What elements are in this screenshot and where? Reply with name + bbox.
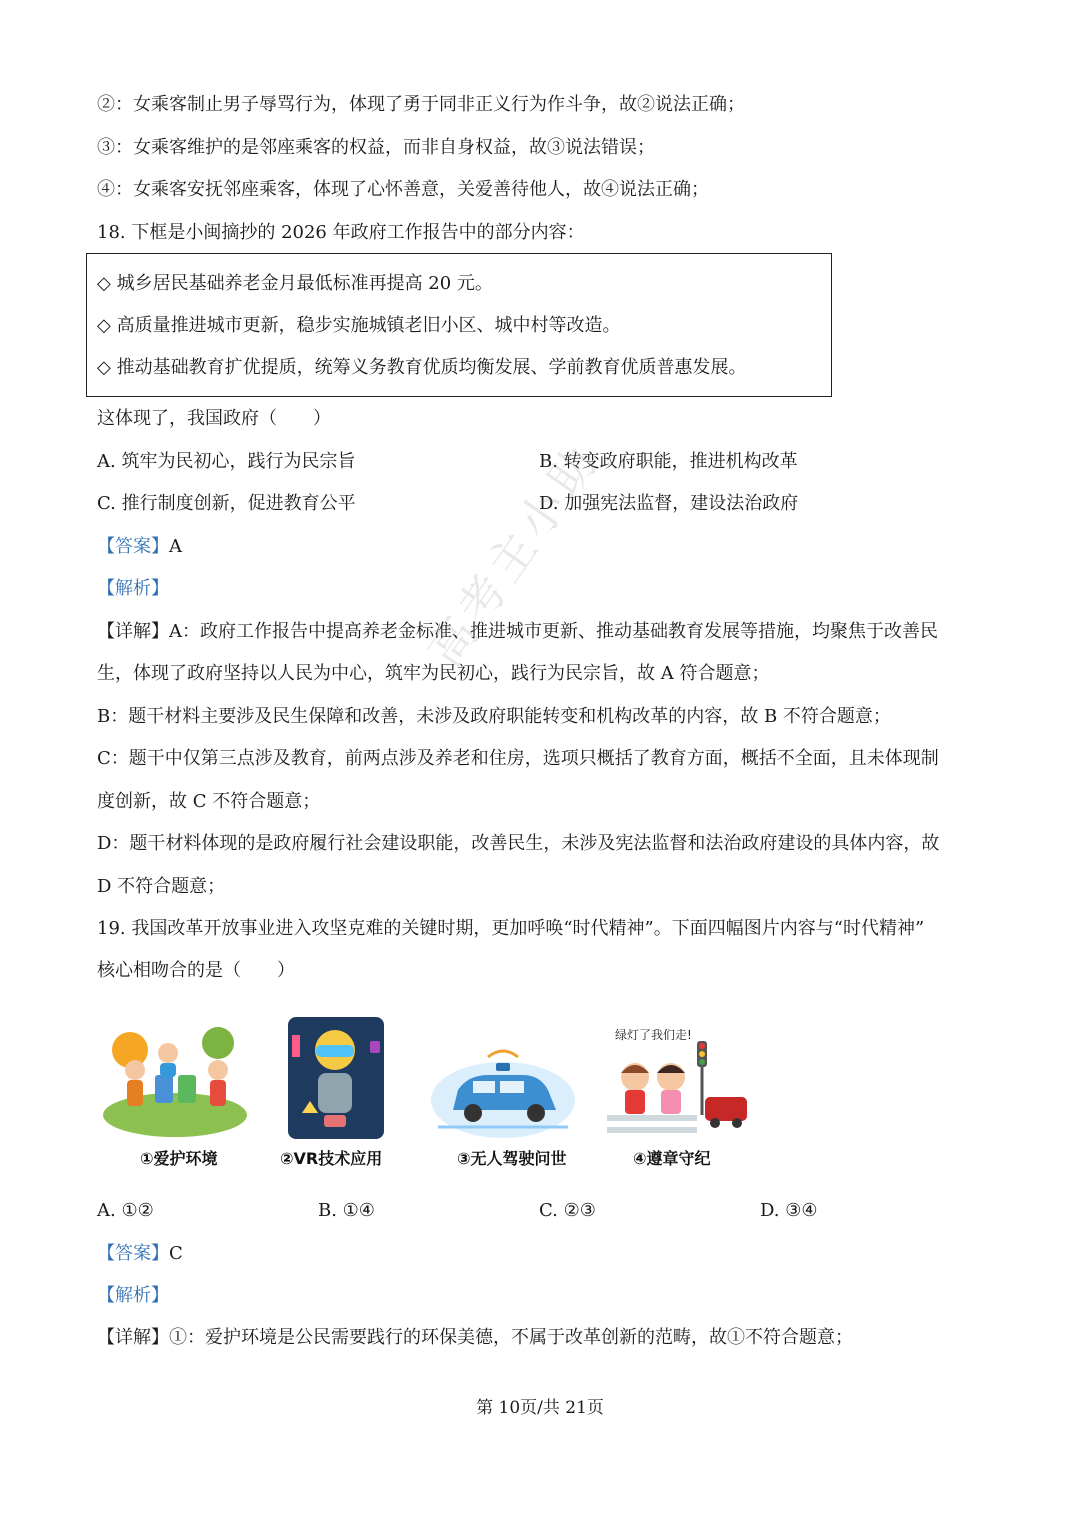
option-b: B. 转变政府职能，推进机构改革 bbox=[539, 451, 798, 472]
detail-line bbox=[97, 621, 938, 643]
question-19-stem: 核心相吻合的是（ ） bbox=[97, 960, 295, 981]
detail-label: 【详解】 bbox=[97, 621, 169, 642]
speech-text: 绿灯了我们走! bbox=[615, 1028, 692, 1042]
option-d: D. 加强宪法监督，建设法治政府 bbox=[539, 493, 799, 514]
excerpt-item: ◇ 城乡居民基础养老金月最低标准再提高 20 元。 bbox=[97, 273, 493, 294]
detail-line: 度创新，故 C 不符合题意； bbox=[97, 791, 321, 812]
answer-value: A bbox=[169, 536, 182, 557]
analysis-label: 【解析】 bbox=[97, 1285, 169, 1306]
traffic-rules-illustration bbox=[605, 1015, 755, 1140]
driverless-car-illustration bbox=[428, 1015, 578, 1140]
environment-illustration bbox=[100, 1015, 250, 1140]
question-18-title: 18. 下框是小闽摘抄的 2026 年政府工作报告中的部分内容： bbox=[97, 222, 585, 243]
excerpt-item: ◇ 推动基础教育扩优提质，统筹义务教育优质均衡发展、学前教育优质普惠发展。 bbox=[97, 357, 747, 378]
answer-label: 【答案】 bbox=[97, 536, 169, 557]
detail-line: 生，体现了政府坚持以人民为中心，筑牢为民初心，践行为民宗旨，故 A 符合题意； bbox=[97, 663, 770, 684]
option-c: C. ②③ bbox=[539, 1200, 596, 1221]
excerpt-box bbox=[86, 253, 832, 397]
watermark: 高考主小助 bbox=[417, 432, 611, 677]
option-a: A. ①② bbox=[97, 1200, 154, 1221]
option-a: A. 筑牢为民初心，践行为民宗旨 bbox=[97, 451, 356, 472]
option-d: D. ③④ bbox=[760, 1200, 818, 1221]
text-line: ④：女乘客安抚邻座乘客，体现了心怀善意，关爱善待他人，故④说法正确； bbox=[97, 179, 709, 200]
analysis-label: 【解析】 bbox=[97, 578, 169, 599]
answer-line bbox=[97, 536, 182, 558]
detail-line: B：题干材料主要涉及民生保障和改善，未涉及政府职能转变和机构改革的内容，故 B 不符合题意； bbox=[97, 706, 891, 727]
picture-caption: ②VR技术应用 bbox=[280, 1149, 383, 1168]
detail-text: A：政府工作报告中提高养老金标准、推进城市更新、推动基础教育发展等措施，均聚焦于改善民 bbox=[169, 621, 938, 642]
detail-line: C：题干中仅第三点涉及教育，前两点涉及养老和住房，选项只概括了教育方面，概括不全面，且未体现制 bbox=[97, 748, 939, 769]
picture-caption: ③无人驾驶问世 bbox=[457, 1149, 567, 1168]
option-c: C. 推行制度创新，促进教育公平 bbox=[97, 493, 356, 514]
detail-text: ①：爱护环境是公民需要践行的环保美德，不属于改革创新的范畴，故①不符合题意； bbox=[169, 1327, 853, 1348]
answer-value: C bbox=[169, 1243, 183, 1264]
text-line: ③：女乘客维护的是邻座乘客的权益，而非自身权益，故③说法错误； bbox=[97, 137, 655, 158]
option-b: B. ①④ bbox=[318, 1200, 375, 1221]
page-footer: 第 10页/共 21页 bbox=[476, 1398, 604, 1418]
answer-line bbox=[97, 1243, 183, 1265]
question-18-stem: 这体现了，我国政府（ ） bbox=[97, 408, 331, 429]
detail-line: D 不符合题意； bbox=[97, 876, 226, 897]
detail-label: 【详解】 bbox=[97, 1327, 169, 1348]
text-line: ②：女乘客制止男子辱骂行为，体现了勇于同非正义行为作斗争，故②说法正确； bbox=[97, 94, 745, 115]
question-19-stem: 19. 我国改革开放事业进入攻坚克难的关键时期，更加呼唤“时代精神”。下面四幅图片内容与“时代精神” bbox=[97, 918, 925, 939]
vr-illustration bbox=[280, 1015, 390, 1140]
detail-line bbox=[97, 1327, 853, 1349]
picture-caption: ④遵章守纪 bbox=[633, 1149, 711, 1168]
excerpt-item: ◇ 高质量推进城市更新，稳步实施城镇老旧小区、城中村等改造。 bbox=[97, 315, 621, 336]
answer-label: 【答案】 bbox=[97, 1243, 169, 1264]
detail-line: D：题干材料体现的是政府履行社会建设职能，改善民生，未涉及宪法监督和法治政府建设的具体内容，故 bbox=[97, 833, 940, 854]
picture-caption: ①爱护环境 bbox=[140, 1149, 218, 1168]
